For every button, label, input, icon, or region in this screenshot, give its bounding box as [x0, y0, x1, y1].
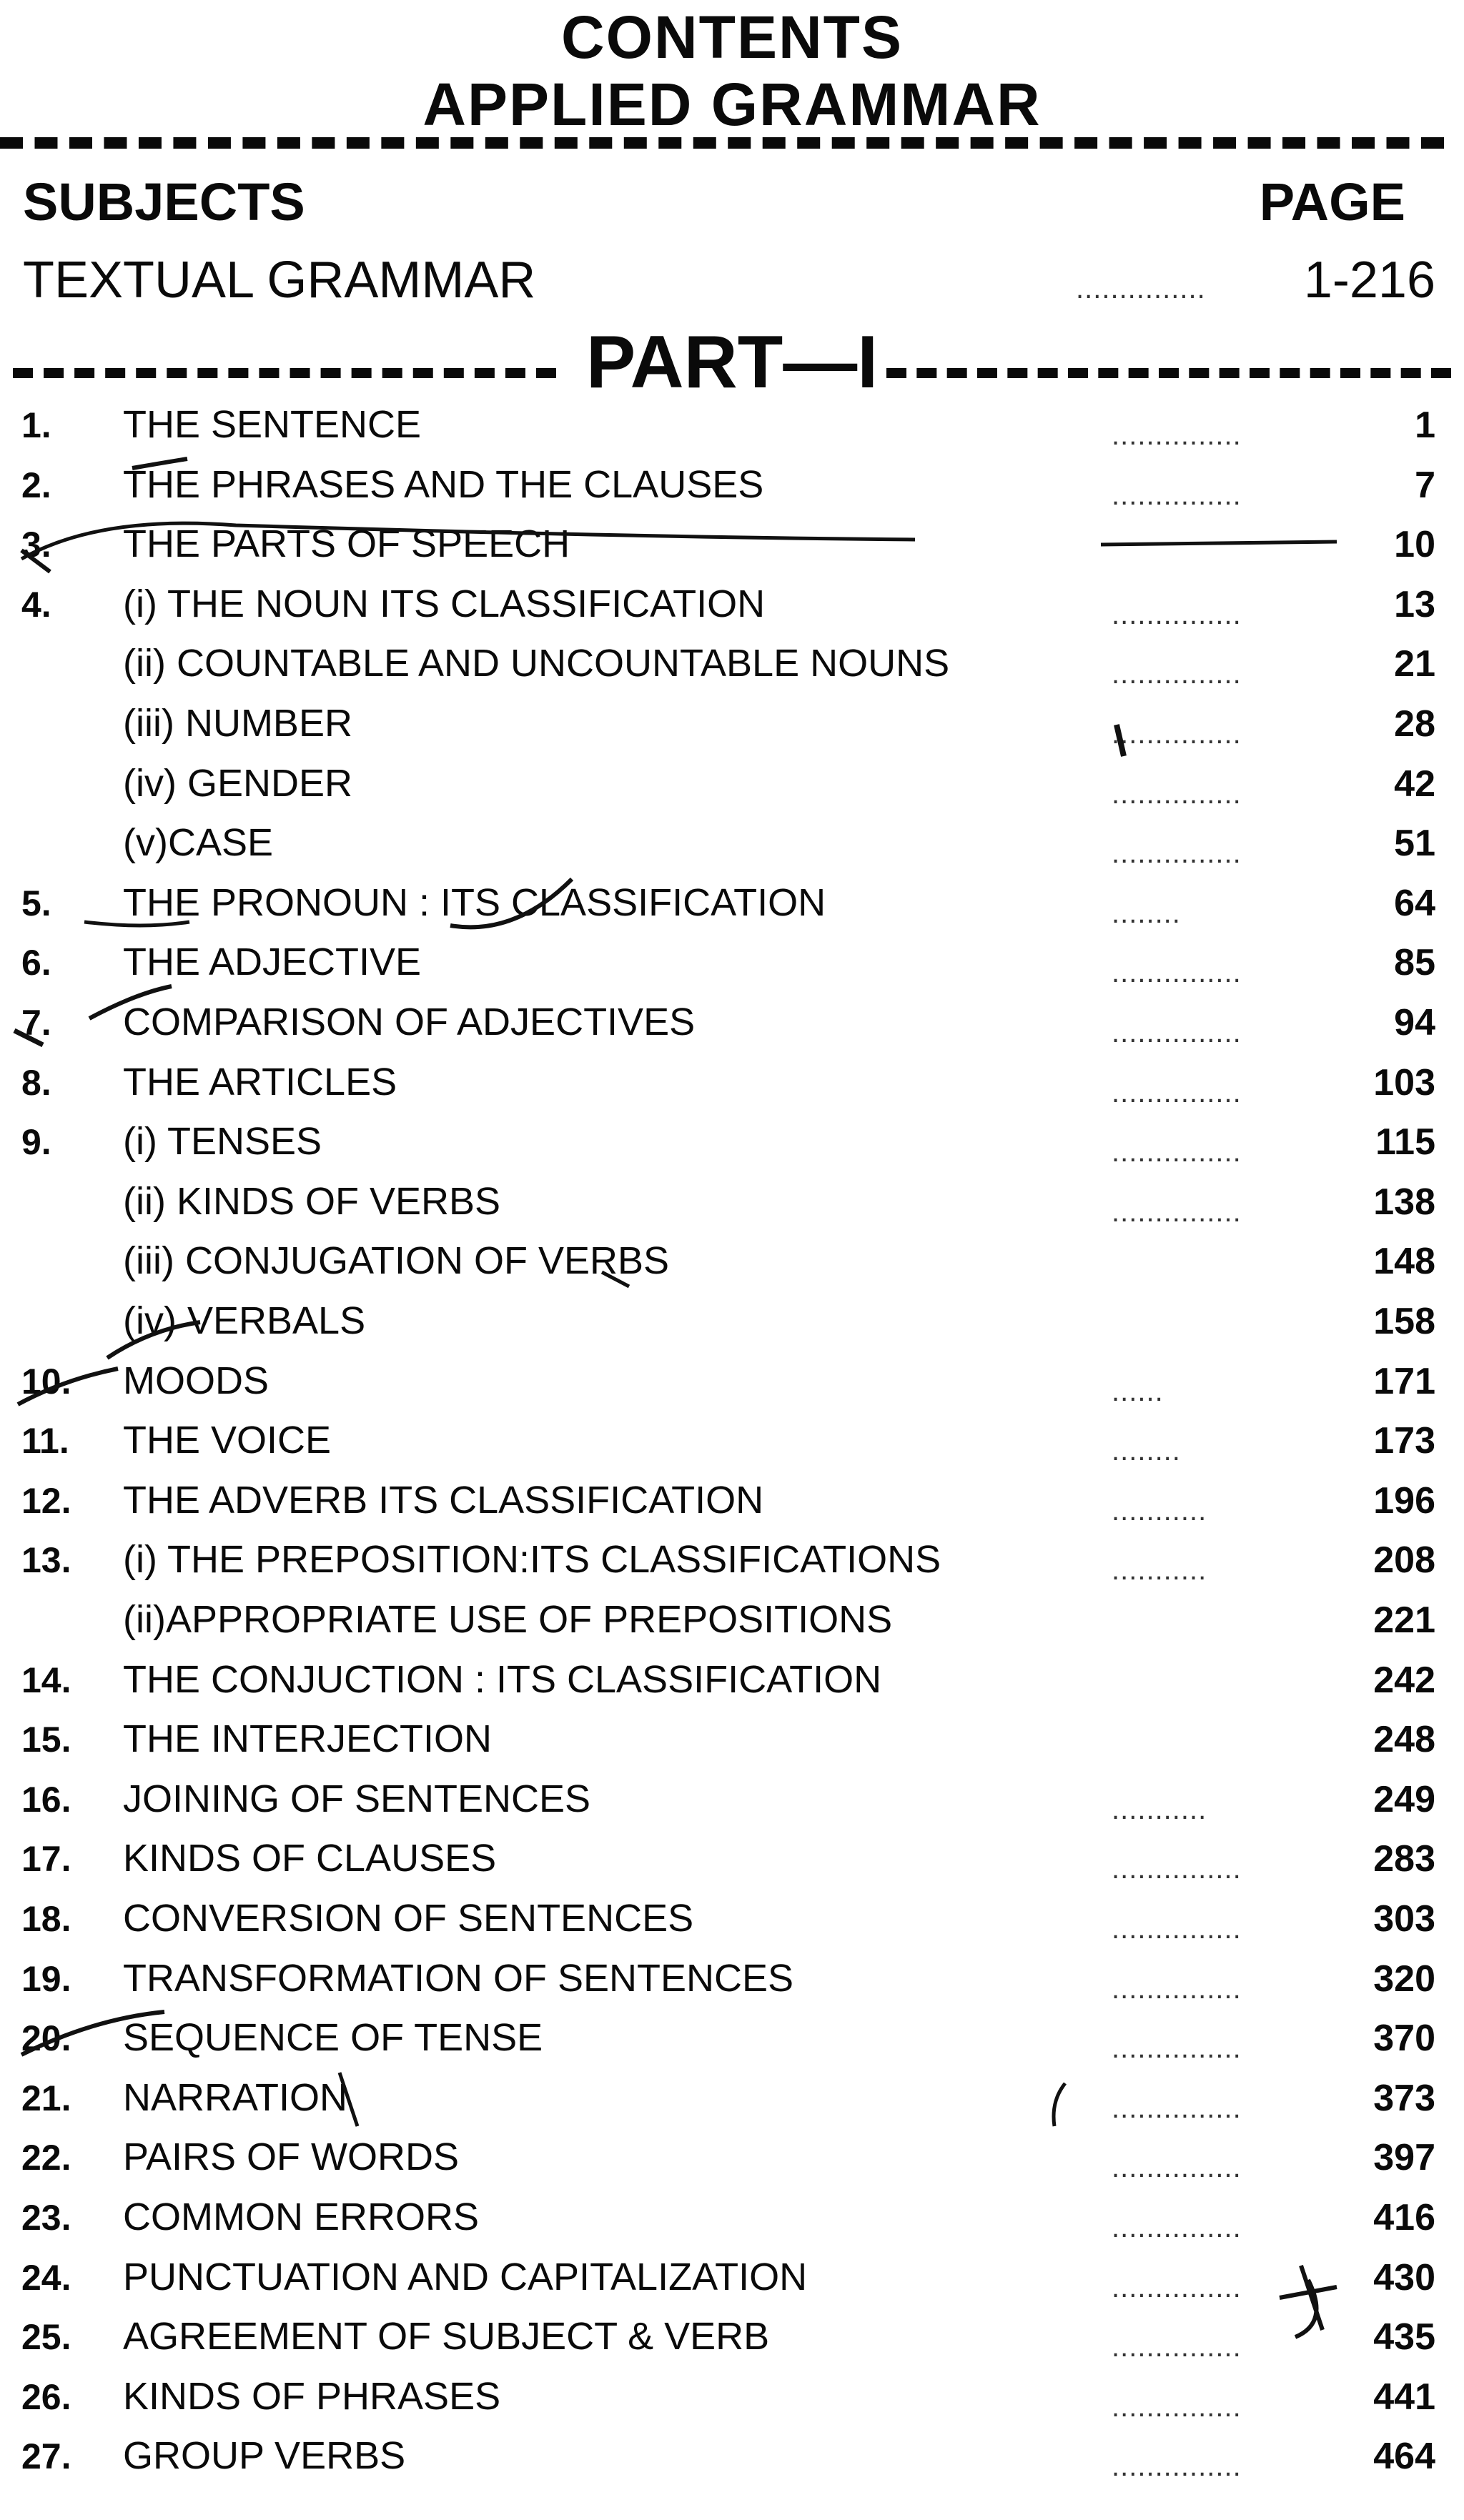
- entry-title: (i) TENSES: [123, 1120, 322, 1163]
- entry-leader-dots: ...............: [1112, 480, 1242, 511]
- part-heading: PART—I: [585, 321, 879, 404]
- entry-page-number: 115: [1375, 1121, 1435, 1163]
- entry-title: KINDS OF CLAUSES: [123, 1837, 497, 1880]
- entry-title: THE PHRASES AND THE CLAUSES: [123, 463, 764, 506]
- entry-title: (i) THE NOUN ITS CLASSIFICATION: [123, 582, 766, 625]
- entry-page-number: 221: [1373, 1599, 1435, 1641]
- entry-page-number: 430: [1373, 2257, 1435, 2298]
- entry-page-number: 158: [1373, 1301, 1435, 1342]
- entry-number: 18.: [21, 1899, 71, 1939]
- entry-leader-dots: ...........: [1112, 1554, 1207, 1586]
- entry-number: 22.: [21, 2138, 71, 2178]
- textual-grammar-dots: ...............: [1076, 273, 1206, 304]
- entry-leader-dots: ...............: [1112, 1913, 1242, 1945]
- header-divider: [0, 137, 1444, 149]
- entry-page-number: 51: [1394, 823, 1435, 864]
- entry-number: 6.: [21, 943, 51, 983]
- entry-page-number: 13: [1394, 584, 1435, 625]
- entry-number: 8.: [21, 1063, 51, 1103]
- entry-number: 27.: [21, 2436, 71, 2476]
- entry-number: 11.: [21, 1421, 69, 1461]
- entry-leader-dots: ...............: [1112, 599, 1242, 630]
- entry-page-number: 148: [1373, 1241, 1435, 1282]
- entry-title: KINDS OF PHRASES: [123, 2375, 501, 2418]
- textual-grammar-label: TEXTUAL GRAMMAR: [23, 252, 536, 309]
- entry-leader-dots: ........: [1112, 1435, 1181, 1467]
- entry-page-number: 138: [1373, 1181, 1435, 1223]
- entry-number: 15.: [21, 1720, 71, 1760]
- entry-number: 20.: [21, 2018, 71, 2058]
- entry-title: MOODS: [123, 1359, 269, 1402]
- entry-number: 19.: [21, 1959, 71, 1999]
- entry-title: (ii)APPROPRIATE USE OF PREPOSITIONS: [123, 1598, 893, 1641]
- entry-page-number: 94: [1394, 1002, 1435, 1043]
- entry-leader-dots: ...............: [1112, 1136, 1242, 1168]
- pen-line-3-right: [1101, 542, 1337, 545]
- entry-title: NARRATION: [123, 2076, 348, 2119]
- entry-leader-dots: ...............: [1112, 2272, 1242, 2303]
- entry-leader-dots: ...............: [1112, 2331, 1242, 2363]
- entry-number: 12.: [21, 1481, 71, 1521]
- entry-page-number: 435: [1373, 2316, 1435, 2358]
- pen-mark-22: [1054, 2083, 1065, 2126]
- entry-number: 7.: [21, 1003, 51, 1043]
- entry-title: THE ADJECTIVE: [123, 941, 422, 983]
- entry-page-number: 283: [1373, 1838, 1435, 1880]
- entry-leader-dots: ...............: [1112, 420, 1242, 451]
- entry-page-number: 320: [1373, 1958, 1435, 2000]
- textual-grammar-pages: 1-216: [1303, 252, 1435, 309]
- entry-page-number: 7: [1415, 465, 1435, 506]
- entry-title: (ii) COUNTABLE AND UNCOUNTABLE NOUNS: [123, 642, 950, 685]
- entry-title: (iv) GENDER: [123, 762, 352, 805]
- entry-page-number: 28: [1394, 703, 1435, 745]
- entry-page-number: 242: [1373, 1660, 1435, 1701]
- entry-leader-dots: ...............: [1112, 957, 1242, 988]
- entry-number: 2.: [21, 465, 51, 505]
- entry-page-number: 196: [1373, 1480, 1435, 1522]
- entry-leader-dots: ......: [1112, 1376, 1164, 1407]
- entry-leader-dots: ...............: [1112, 2391, 1242, 2423]
- entry-title: THE INTERJECTION: [123, 1717, 493, 1760]
- entry-page-number: 373: [1373, 2078, 1435, 2119]
- entry-title: THE SENTENCE: [123, 403, 422, 446]
- entry-title: THE ARTICLES: [123, 1061, 397, 1103]
- entry-page-number: 171: [1373, 1361, 1435, 1402]
- entry-page-number: 10: [1394, 524, 1435, 565]
- entry-page-number: 441: [1373, 2376, 1435, 2418]
- entry-number: 10.: [21, 1361, 71, 1402]
- entry-title: GROUP VERBS: [123, 2434, 406, 2477]
- entry-page-number: 464: [1373, 2436, 1435, 2477]
- page-column-header: PAGE: [1259, 172, 1405, 232]
- entry-number: 9.: [21, 1122, 51, 1162]
- entry-leader-dots: ...............: [1112, 1077, 1242, 1108]
- entry-title: (iii) NUMBER: [123, 702, 352, 745]
- entry-leader-dots: ...............: [1112, 2152, 1242, 2183]
- entry-page-number: 173: [1373, 1420, 1435, 1462]
- entry-page-number: 1: [1415, 405, 1435, 446]
- entry-title: TRANSFORMATION OF SENTENCES: [123, 1957, 794, 2000]
- entry-page-number: 303: [1373, 1898, 1435, 1940]
- entry-leader-dots: ...............: [1112, 1196, 1242, 1228]
- entry-page-number: 416: [1373, 2197, 1435, 2238]
- page-subtitle: APPLIED GRAMMAR: [422, 71, 1042, 138]
- entry-leader-dots: ...............: [1112, 2093, 1242, 2124]
- entry-leader-dots: ...............: [1112, 2212, 1242, 2243]
- entry-number: 1.: [21, 405, 51, 445]
- entry-page-number: 64: [1394, 883, 1435, 924]
- page-title: CONTENTS: [561, 4, 903, 71]
- entry-title: COMMON ERRORS: [123, 2196, 479, 2238]
- entry-title: (iii) CONJUGATION OF VERBS: [123, 1239, 670, 1282]
- entry-number: 14.: [21, 1660, 71, 1700]
- entry-title: PAIRS OF WORDS: [123, 2135, 460, 2178]
- entry-leader-dots: ........: [1112, 898, 1181, 929]
- entry-title: CONVERSION OF SENTENCES: [123, 1897, 694, 1940]
- entry-page-number: 208: [1373, 1539, 1435, 1581]
- entry-leader-dots: ...........: [1112, 1495, 1207, 1527]
- entry-number: 4.: [21, 585, 51, 625]
- entry-page-number: 103: [1373, 1062, 1435, 1103]
- entry-leader-dots: ...............: [1112, 778, 1242, 810]
- entry-leader-dots: ...............: [1112, 658, 1242, 690]
- entry-title: AGREEMENT OF SUBJECT & VERB: [123, 2315, 770, 2358]
- entry-leader-dots: ...............: [1112, 1853, 1242, 1885]
- entry-number: 24.: [21, 2258, 71, 2298]
- entry-title: (iv) VERBALS: [123, 1299, 366, 1342]
- entry-title: THE PRONOUN : ITS CLASSIFICATION: [123, 881, 826, 924]
- entry-title: (v)CASE: [123, 821, 274, 864]
- entry-page-number: 249: [1373, 1779, 1435, 1820]
- entry-page-number: 397: [1373, 2137, 1435, 2178]
- entry-title: THE PARTS OF SPEECH: [123, 522, 570, 565]
- entry-page-number: 21: [1394, 643, 1435, 685]
- entry-number: 21.: [21, 2078, 71, 2118]
- entry-leader-dots: ...............: [1112, 838, 1242, 869]
- entry-leader-dots: ...............: [1112, 2451, 1242, 2482]
- entry-title: (i) THE PREPOSITION:ITS CLASSIFICATIONS: [123, 1538, 941, 1581]
- entry-leader-dots: ...............: [1112, 1017, 1242, 1048]
- part-divider-right: [886, 368, 1451, 378]
- entry-leader-dots: ...........: [1112, 1794, 1207, 1825]
- entry-title: COMPARISON OF ADJECTIVES: [123, 1001, 696, 1043]
- entry-leader-dots: ...............: [1112, 2033, 1242, 2064]
- entry-number: 5.: [21, 883, 51, 923]
- entry-number: 13.: [21, 1540, 71, 1580]
- entry-number: 3.: [21, 525, 51, 565]
- entry-number: 16.: [21, 1780, 71, 1820]
- entry-title: THE CONJUCTION : ITS CLASSIFICATION: [123, 1658, 882, 1701]
- subjects-column-header: SUBJECTS: [23, 172, 305, 232]
- entry-title: THE ADVERB ITS CLASSIFICATION: [123, 1479, 764, 1522]
- entry-page-number: 370: [1373, 2018, 1435, 2059]
- entry-number: 25.: [21, 2317, 71, 2357]
- entry-leader-dots: ...............: [1112, 1973, 1242, 2005]
- entry-title: THE VOICE: [123, 1419, 332, 1462]
- entry-number: 26.: [21, 2377, 71, 2417]
- entry-leader-dots: ...............: [1112, 718, 1242, 750]
- entry-page-number: 42: [1394, 763, 1435, 805]
- entry-title: (ii) KINDS OF VERBS: [123, 1180, 501, 1223]
- entry-title: PUNCTUATION AND CAPITALIZATION: [123, 2256, 808, 2298]
- entry-page-number: 248: [1373, 1719, 1435, 1760]
- entry-number: 17.: [21, 1839, 71, 1879]
- entry-page-number: 85: [1394, 942, 1435, 983]
- entry-number: 23.: [21, 2198, 71, 2238]
- entry-title: JOINING OF SENTENCES: [123, 1777, 591, 1820]
- entry-title: SEQUENCE OF TENSE: [123, 2016, 543, 2059]
